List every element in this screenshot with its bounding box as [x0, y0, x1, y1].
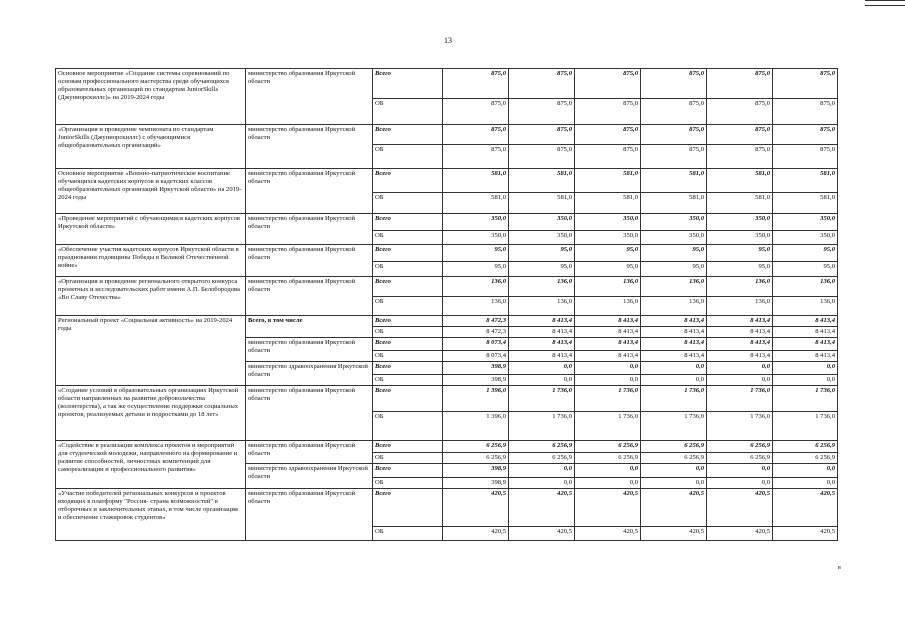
value-cell: 8 413,4	[641, 338, 707, 351]
executor-cell: министерство образования Иркутской области	[246, 489, 373, 541]
value-cell: 8 073,4	[443, 338, 509, 351]
value-cell: 8 413,4	[641, 351, 707, 362]
value-cell: 875,0	[443, 125, 509, 145]
value-cell: 95,0	[707, 245, 773, 262]
value-cell: 581,0	[773, 193, 838, 214]
value-cell: 6 256,9	[707, 441, 773, 453]
value-cell: 350,0	[509, 214, 575, 231]
value-cell: 8 413,4	[641, 327, 707, 338]
value-cell: 8 413,4	[509, 327, 575, 338]
value-cell: 8 413,4	[509, 338, 575, 351]
value-cell: 6 256,9	[509, 441, 575, 453]
value-cell: 1 396,0	[443, 386, 509, 412]
measure-description: Основное мероприятие «Создание системы соревнований по основам профессионального мастерства среди обучающихся образовательных организаций по стандартам JuniorSkills (Джуниорскиллс)» на 2019-2024 годы	[56, 69, 246, 125]
value-cell: 350,0	[641, 214, 707, 231]
value-cell: 875,0	[575, 69, 641, 99]
value-cell: 95,0	[443, 262, 509, 277]
value-cell: 0,0	[575, 375, 641, 386]
value-cell: 398,9	[443, 464, 509, 478]
value-cell: 350,0	[773, 231, 838, 245]
value-cell: 6 256,9	[443, 441, 509, 453]
value-cell: 1 736,0	[773, 386, 838, 412]
source-cell: ОБ	[373, 99, 443, 125]
value-cell: 8 073,4	[443, 351, 509, 362]
source-cell: ОБ	[373, 231, 443, 245]
value-cell: 1 736,0	[575, 412, 641, 441]
value-cell: 581,0	[641, 193, 707, 214]
value-cell: 95,0	[707, 262, 773, 277]
source-cell: ОБ	[373, 262, 443, 277]
value-cell: 420,5	[575, 527, 641, 541]
value-cell: 1 736,0	[641, 386, 707, 412]
value-cell: 875,0	[509, 125, 575, 145]
value-cell: 875,0	[773, 69, 838, 99]
value-cell: 420,5	[509, 527, 575, 541]
value-cell: 136,0	[641, 297, 707, 316]
value-cell: 6 256,9	[773, 453, 838, 464]
value-cell: 6 256,9	[641, 441, 707, 453]
value-cell: 0,0	[773, 362, 838, 375]
value-cell: 8 413,4	[707, 351, 773, 362]
project-description: Региональный проект «Социальная активность» на 2019-2024 годы	[56, 316, 246, 386]
source-cell: Всего	[373, 245, 443, 262]
value-cell: 581,0	[707, 193, 773, 214]
value-cell: 8 413,4	[575, 316, 641, 327]
source-cell: ОБ	[373, 478, 443, 489]
value-cell: 0,0	[575, 478, 641, 489]
value-cell: 875,0	[641, 145, 707, 169]
value-cell: 8 413,4	[575, 338, 641, 351]
source-cell: Всего	[373, 316, 443, 327]
value-cell: 875,0	[575, 125, 641, 145]
table-row	[56, 125, 838, 145]
source-cell: ОБ	[373, 527, 443, 541]
value-cell: 136,0	[509, 297, 575, 316]
value-cell: 8 413,4	[773, 338, 838, 351]
executor-cell: министерство образования Иркутской области	[246, 441, 373, 464]
value-cell: 581,0	[641, 169, 707, 193]
value-cell: 0,0	[641, 464, 707, 478]
value-cell: 6 256,9	[707, 453, 773, 464]
measure-description: «Проведение мероприятий с обучающимися кадетских корпусов Иркутской области»	[56, 214, 246, 245]
value-cell: 136,0	[443, 297, 509, 316]
value-cell: 875,0	[773, 145, 838, 169]
value-cell: 581,0	[443, 193, 509, 214]
value-cell: 581,0	[575, 169, 641, 193]
value-cell: 6 256,9	[641, 453, 707, 464]
value-cell: 875,0	[707, 69, 773, 99]
value-cell: 0,0	[773, 464, 838, 478]
measure-description: «Обеспечение участия кадетских корпусов Иркутской области в праздновании годовщины Победы в Великой Отечественной войне»	[56, 245, 246, 277]
value-cell: 95,0	[575, 262, 641, 277]
source-cell: ОБ	[373, 145, 443, 169]
value-cell: 0,0	[575, 362, 641, 375]
source-cell: Всего	[373, 169, 443, 193]
measure-description: «Организация и проведение регионального открытого конкурса проектных и исследовательских работ имени А.П. Белобородова «Во Славу Отечества»	[56, 277, 246, 316]
value-cell: 8 413,4	[707, 327, 773, 338]
value-cell: 1 736,0	[641, 412, 707, 441]
source-cell: Всего	[373, 125, 443, 145]
value-cell: 875,0	[707, 99, 773, 125]
value-cell: 0,0	[509, 464, 575, 478]
value-cell: 6 256,9	[575, 441, 641, 453]
value-cell: 350,0	[575, 214, 641, 231]
table-row	[56, 386, 838, 412]
value-cell: 581,0	[443, 169, 509, 193]
value-cell: 8 413,4	[641, 316, 707, 327]
corner-mark	[865, 0, 905, 6]
executor-cell: министерство образования Иркутской области	[246, 125, 373, 169]
value-cell: 875,0	[575, 145, 641, 169]
table-row	[56, 316, 838, 327]
value-cell: 875,0	[443, 99, 509, 125]
value-cell: 350,0	[773, 214, 838, 231]
value-cell: 420,5	[707, 527, 773, 541]
value-cell: 875,0	[773, 99, 838, 125]
value-cell: 6 256,9	[509, 453, 575, 464]
value-cell: 0,0	[641, 362, 707, 375]
value-cell: 1 396,0	[443, 412, 509, 441]
value-cell: 6 256,9	[773, 441, 838, 453]
measure-description: «Организация и проведение чемпионата по стандартам JuniorSkills (Джуниорскиллс) с обучающимися общеобразовательных организаций»	[56, 125, 246, 169]
value-cell: 398,9	[443, 375, 509, 386]
source-cell: Всего	[373, 338, 443, 351]
value-cell: 8 472,3	[443, 327, 509, 338]
value-cell: 350,0	[509, 231, 575, 245]
value-cell: 8 413,4	[773, 316, 838, 327]
value-cell: 1 736,0	[707, 412, 773, 441]
value-cell: 95,0	[773, 245, 838, 262]
source-cell: Всего	[373, 441, 443, 453]
value-cell: 8 413,4	[575, 327, 641, 338]
value-cell: 1 736,0	[509, 412, 575, 441]
value-cell: 420,5	[509, 489, 575, 527]
value-cell: 8 413,4	[575, 351, 641, 362]
source-cell: ОБ	[373, 412, 443, 441]
value-cell: 875,0	[641, 99, 707, 125]
value-cell: 875,0	[509, 145, 575, 169]
value-cell: 0,0	[641, 478, 707, 489]
value-cell: 8 413,4	[509, 316, 575, 327]
value-cell: 0,0	[707, 375, 773, 386]
source-cell: ОБ	[373, 351, 443, 362]
value-cell: 350,0	[707, 231, 773, 245]
value-cell: 8 413,4	[773, 327, 838, 338]
value-cell: 136,0	[707, 297, 773, 316]
source-cell: ОБ	[373, 375, 443, 386]
value-cell: 8 413,4	[707, 338, 773, 351]
value-cell: 420,5	[707, 489, 773, 527]
table-row	[56, 245, 838, 262]
value-cell: 6 256,9	[443, 453, 509, 464]
table-row	[56, 169, 838, 193]
executor-cell: министерство образования Иркутской области	[246, 245, 373, 277]
value-cell: 136,0	[641, 277, 707, 297]
value-cell: 581,0	[509, 169, 575, 193]
value-cell: 581,0	[773, 169, 838, 193]
value-cell: 0,0	[707, 464, 773, 478]
measure-description: «Участие победителей региональных конкурсов и проектов входящих в платформу "Россия- страна возможностей" в отборочных и заключительных этапах, в том числе организация и обеспечение стажировок студентов»	[56, 489, 246, 541]
value-cell: 581,0	[707, 169, 773, 193]
page-number: 13	[444, 36, 452, 45]
source-cell: Всего	[373, 277, 443, 297]
value-cell: 350,0	[443, 231, 509, 245]
executor-cell: министерство образования Иркутской области	[246, 69, 373, 125]
value-cell: 0,0	[509, 375, 575, 386]
value-cell: 350,0	[641, 231, 707, 245]
source-cell: Всего	[373, 464, 443, 478]
table-row	[56, 441, 838, 453]
value-cell: 350,0	[575, 231, 641, 245]
value-cell: 581,0	[509, 193, 575, 214]
value-cell: 875,0	[443, 145, 509, 169]
source-cell: ОБ	[373, 297, 443, 316]
value-cell: 420,5	[443, 489, 509, 527]
value-cell: 95,0	[641, 262, 707, 277]
source-cell: Всего	[373, 362, 443, 375]
value-cell: 0,0	[773, 375, 838, 386]
value-cell: 8 413,4	[509, 351, 575, 362]
executor-cell: министерство образования Иркутской области	[246, 386, 373, 441]
value-cell: 136,0	[707, 277, 773, 297]
measure-description: Основное мероприятие «Военно-патриотическое воспитание обучающихся кадетских корпусов и кадетских классов общеобразовательных организаций Иркутской области» на 2019-2024 годы	[56, 169, 246, 214]
executor-cell: министерство образования Иркутской области	[246, 338, 373, 362]
table-row	[56, 277, 838, 297]
value-cell: 136,0	[773, 277, 838, 297]
value-cell: 398,9	[443, 478, 509, 489]
value-cell: 136,0	[509, 277, 575, 297]
value-cell: 1 736,0	[575, 386, 641, 412]
value-cell: 350,0	[443, 214, 509, 231]
value-cell: 875,0	[641, 69, 707, 99]
value-cell: 875,0	[773, 125, 838, 145]
total-label: Всего, в том числе	[246, 316, 373, 338]
source-cell: ОБ	[373, 453, 443, 464]
value-cell: 0,0	[641, 375, 707, 386]
value-cell: 398,9	[443, 362, 509, 375]
value-cell: 95,0	[509, 262, 575, 277]
trailing-mark: в	[838, 565, 841, 571]
executor-cell: министерство образования Иркутской области	[246, 169, 373, 214]
value-cell: 136,0	[443, 277, 509, 297]
value-cell: 8 413,4	[707, 316, 773, 327]
value-cell: 0,0	[509, 362, 575, 375]
value-cell: 0,0	[707, 478, 773, 489]
value-cell: 420,5	[641, 489, 707, 527]
value-cell: 95,0	[443, 245, 509, 262]
source-cell: Всего	[373, 386, 443, 412]
value-cell: 8 472,3	[443, 316, 509, 327]
value-cell: 420,5	[773, 527, 838, 541]
value-cell: 1 736,0	[509, 386, 575, 412]
value-cell: 581,0	[575, 193, 641, 214]
value-cell: 420,5	[773, 489, 838, 527]
value-cell: 136,0	[575, 277, 641, 297]
value-cell: 875,0	[707, 145, 773, 169]
source-cell: ОБ	[373, 327, 443, 338]
source-cell: Всего	[373, 69, 443, 99]
value-cell: 95,0	[773, 262, 838, 277]
value-cell: 420,5	[575, 489, 641, 527]
executor-cell: министерство образования Иркутской области	[246, 277, 373, 316]
value-cell: 8 413,4	[773, 351, 838, 362]
value-cell: 6 256,9	[575, 453, 641, 464]
value-cell: 95,0	[575, 245, 641, 262]
value-cell: 1 736,0	[773, 412, 838, 441]
value-cell: 875,0	[509, 69, 575, 99]
value-cell: 1 736,0	[707, 386, 773, 412]
executor-cell: министерство здравоохранения Иркутской области	[246, 362, 373, 386]
value-cell: 875,0	[575, 99, 641, 125]
value-cell: 350,0	[707, 214, 773, 231]
executor-cell: министерство образования Иркутской области	[246, 214, 373, 245]
table-row	[56, 489, 838, 527]
value-cell: 420,5	[443, 527, 509, 541]
table-row	[56, 214, 838, 231]
budget-table	[55, 68, 838, 541]
source-cell: ОБ	[373, 193, 443, 214]
value-cell: 875,0	[443, 69, 509, 99]
value-cell: 136,0	[575, 297, 641, 316]
source-cell: Всего	[373, 489, 443, 527]
measure-description: «Создание условий в образовательных организациях Иркутской области направленных на развитие добровольчества (волонтерства), а так же осуществление поддержки социальных проектов, реализуемых детьми и подростками до 18 лет»	[56, 386, 246, 441]
value-cell: 875,0	[641, 125, 707, 145]
value-cell: 136,0	[773, 297, 838, 316]
value-cell: 0,0	[575, 464, 641, 478]
value-cell: 0,0	[509, 478, 575, 489]
value-cell: 875,0	[509, 99, 575, 125]
value-cell: 420,5	[641, 527, 707, 541]
table-row	[56, 69, 838, 99]
executor-cell: министерство здравоохранения Иркутской области	[246, 464, 373, 489]
source-cell: Всего	[373, 214, 443, 231]
measure-description: «Содействие в реализации комплекса проектов и мероприятий для студенческой молодежи, направленного на формирование и развитие способностей, личностных компетенций для самореализации и профессионального развития»	[56, 441, 246, 489]
value-cell: 0,0	[707, 362, 773, 375]
value-cell: 95,0	[641, 245, 707, 262]
value-cell: 95,0	[509, 245, 575, 262]
value-cell: 875,0	[707, 125, 773, 145]
value-cell: 0,0	[773, 478, 838, 489]
